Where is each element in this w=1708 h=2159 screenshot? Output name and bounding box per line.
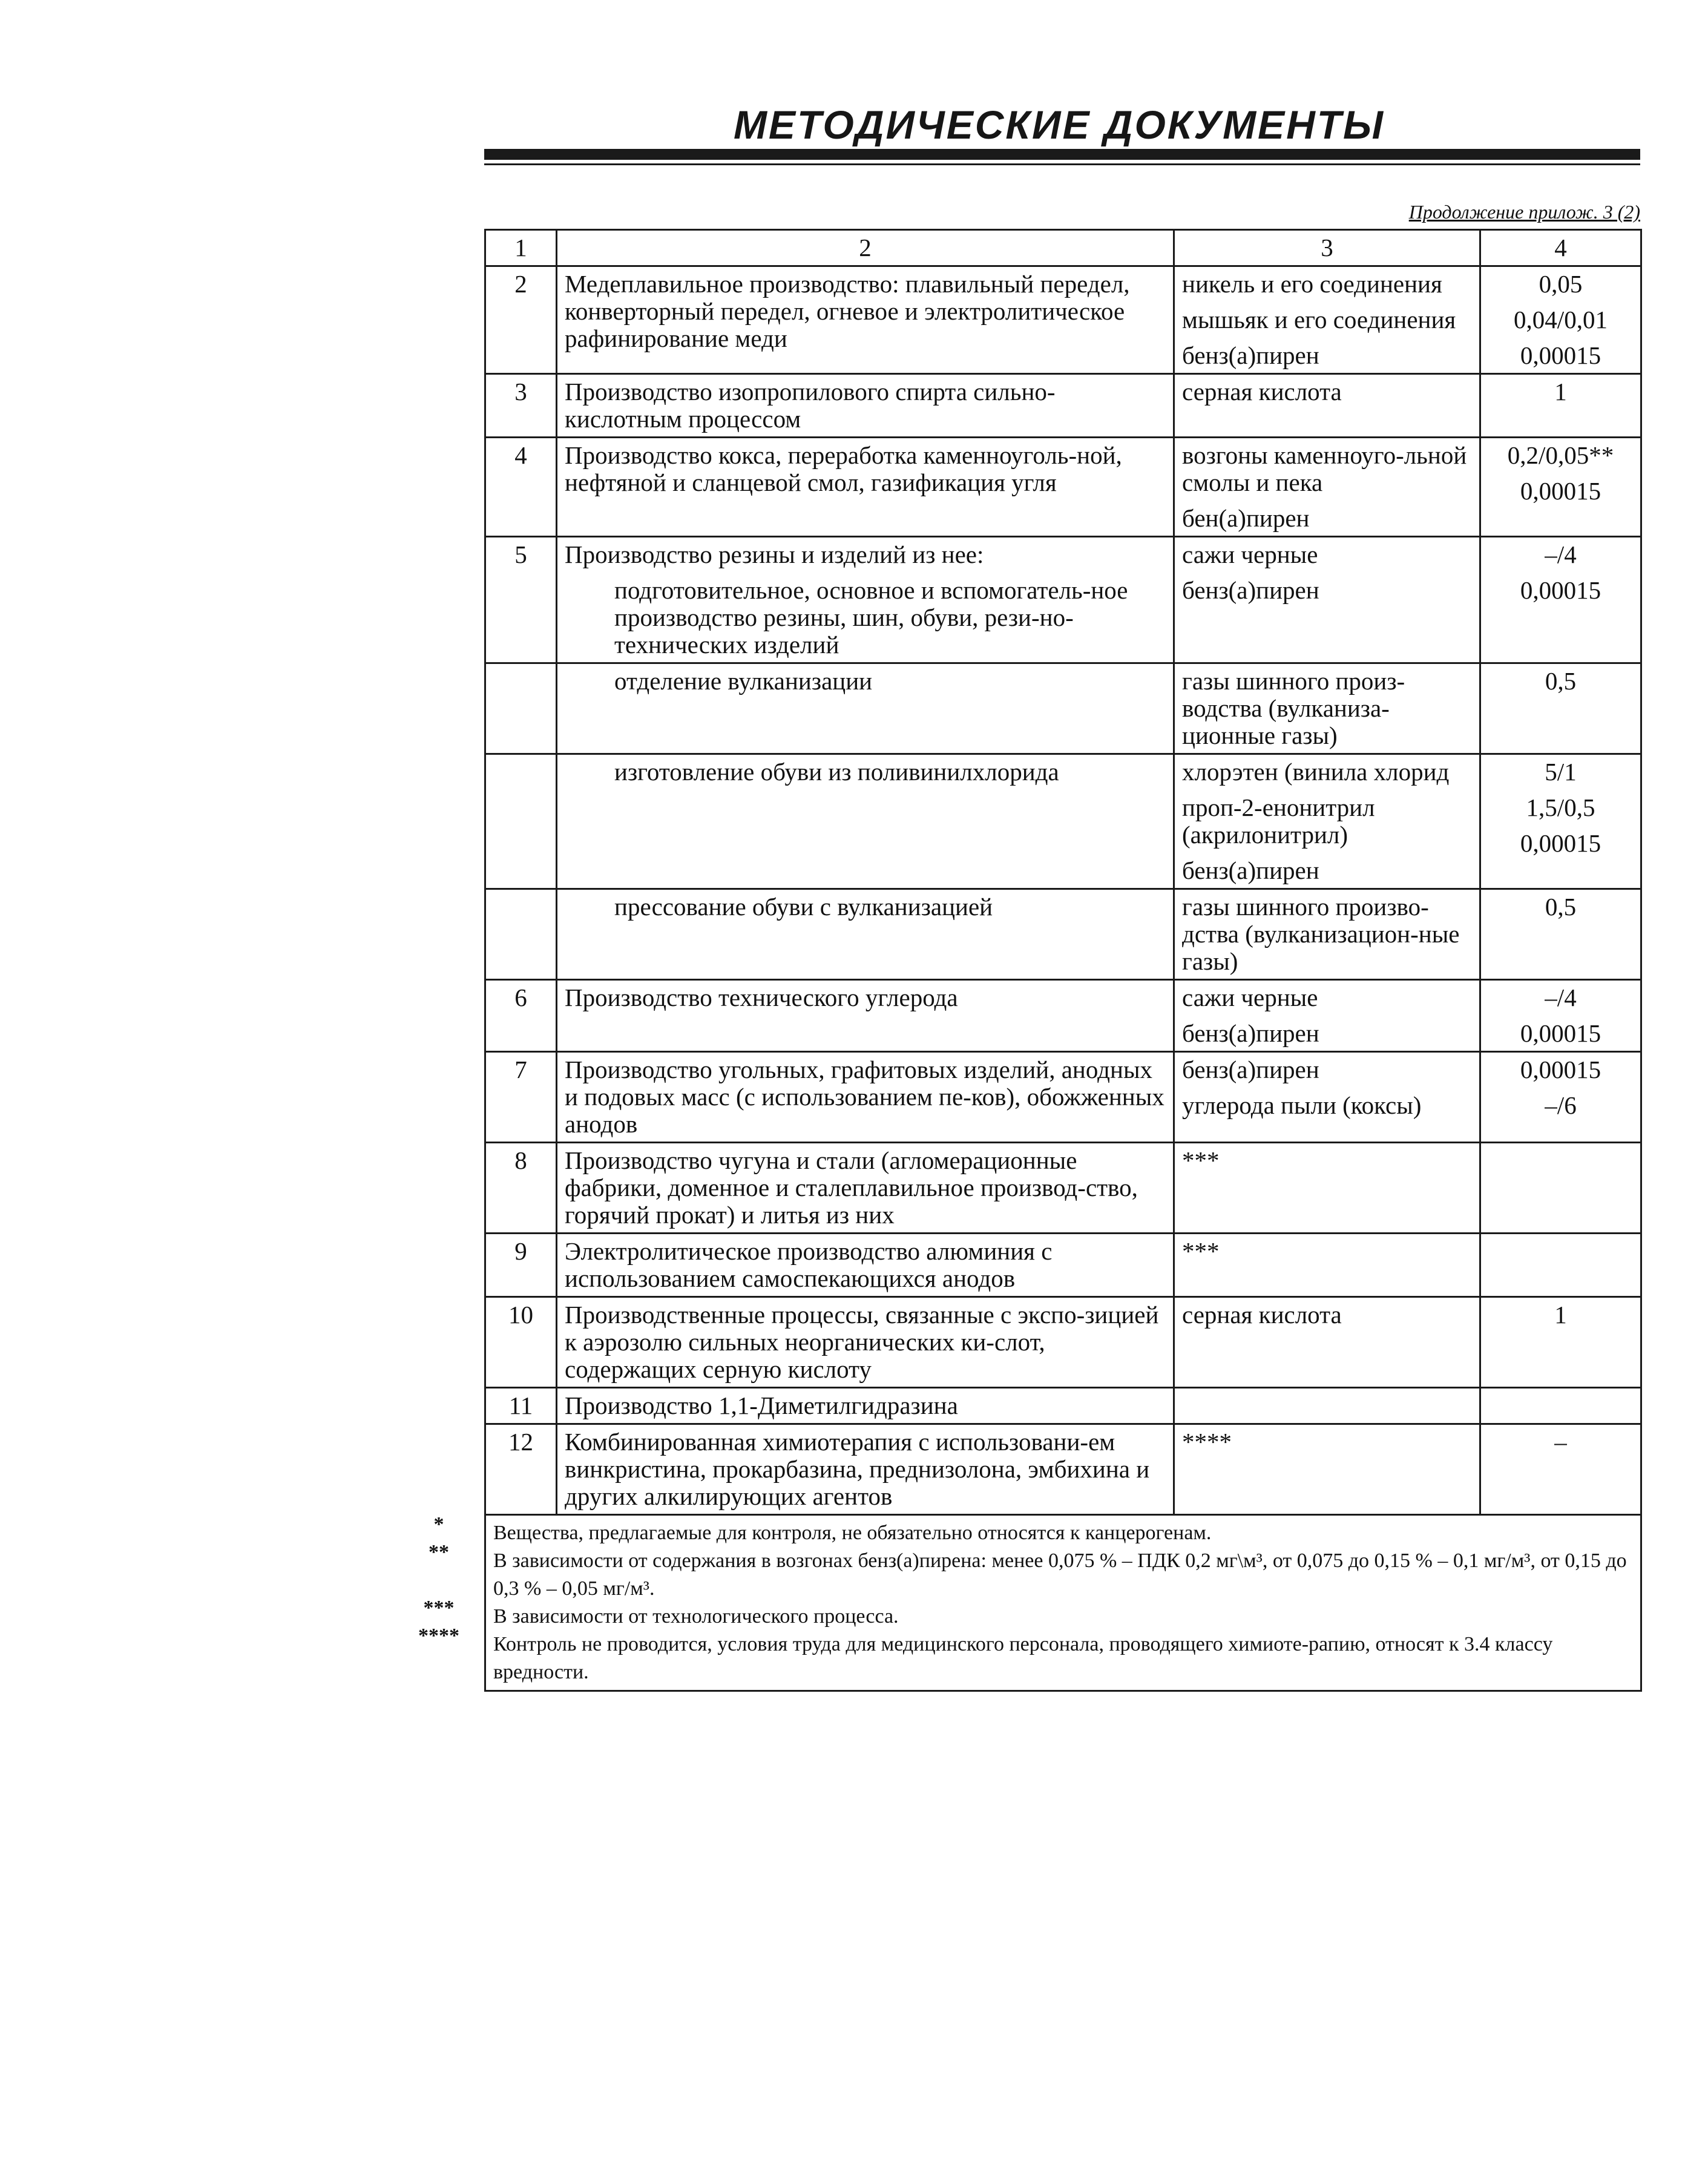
process-name: Электролитическое производство алюминия с использованием самоспекающихся анодов xyxy=(565,1237,1053,1292)
limit-value: 0,00015 xyxy=(1520,477,1601,505)
process-cell xyxy=(557,438,1174,537)
row-number xyxy=(485,754,557,889)
substance-name: бенз(а)пирен xyxy=(1182,1019,1319,1047)
row-number: 10 xyxy=(485,1297,557,1388)
limit-value: 0,00015 xyxy=(1520,829,1601,857)
table-row xyxy=(485,889,1641,980)
limit-value-cell xyxy=(1480,266,1641,374)
process-cell xyxy=(557,663,1174,754)
footnote-text: Контроль не проводится, условия труда для медицинского персонала, проводящего химиоте-рапию, относят к 3.4 классу вредности. xyxy=(493,1633,1553,1683)
limit-value: – xyxy=(1554,1428,1567,1456)
substance-name: никель и его соединения xyxy=(1182,270,1442,298)
limit-value: 1 xyxy=(1554,378,1567,406)
substance-name: мышьяк и его соединения xyxy=(1182,306,1456,334)
process-cell xyxy=(557,1143,1174,1234)
substance-name: бенз(а)пирен xyxy=(1182,1056,1319,1083)
substance-cell xyxy=(1174,266,1480,374)
substance-name: хлорэтен (винила хлорид xyxy=(1182,758,1450,786)
substance-name: серная кислота xyxy=(1182,378,1342,406)
footnote-mark: ** xyxy=(429,1541,449,1563)
row-number xyxy=(485,889,557,980)
limit-value: 0,00015 xyxy=(1520,1056,1601,1083)
limit-value: 0,00015 xyxy=(1520,341,1601,369)
row-number: 5 xyxy=(485,537,557,663)
limit-value-cell xyxy=(1480,980,1641,1052)
limit-value: 5/1 xyxy=(1545,758,1577,786)
substance-name: возгоны каменноуго-льной смолы и пека xyxy=(1182,441,1467,496)
limit-value: –/4 xyxy=(1545,541,1577,568)
process-cell xyxy=(557,1234,1174,1297)
limit-value: 1,5/0,5 xyxy=(1526,794,1595,821)
limit-value: 0,5 xyxy=(1545,893,1577,921)
column-header: 3 xyxy=(1174,230,1480,266)
header-row xyxy=(485,230,1641,266)
process-name: Производство технического углерода xyxy=(565,984,958,1011)
substance-name: *** xyxy=(1182,1237,1220,1265)
table-row xyxy=(485,1143,1641,1234)
row-number: 7 xyxy=(485,1052,557,1143)
substance-cell xyxy=(1174,438,1480,537)
limit-value-cell xyxy=(1480,663,1641,754)
table-row xyxy=(485,754,1641,889)
substance-cell xyxy=(1174,1297,1480,1388)
header-rule xyxy=(484,149,1640,160)
row-number: 11 xyxy=(485,1388,557,1424)
footnote-mark: **** xyxy=(418,1625,459,1647)
process-cell xyxy=(557,266,1174,374)
substance-name: бен(а)пирен xyxy=(1182,504,1310,532)
process-name: Комбинированная химиотерапия с использовани-ем винкристина, прокарбазина, преднизолона, эмбихина и других алкилирующих агентов xyxy=(565,1428,1150,1510)
limit-value-cell xyxy=(1480,889,1641,980)
substance-name: сажи черные xyxy=(1182,541,1318,568)
footnote xyxy=(429,1541,1633,1603)
substance-name: газы шинного произ-водства (вулканиза-ционные газы) xyxy=(1182,667,1405,749)
table-row xyxy=(485,1297,1641,1388)
limit-value-cell xyxy=(1480,1143,1641,1234)
column-header: 2 xyxy=(557,230,1174,266)
process-cell xyxy=(557,374,1174,438)
row-number xyxy=(485,663,557,754)
subprocess-name: отделение вулканизации xyxy=(614,667,873,695)
limit-value: –/4 xyxy=(1545,984,1577,1011)
process-name: Производство 1,1-Диметилгидразина xyxy=(565,1392,958,1419)
substance-cell xyxy=(1174,1424,1480,1515)
process-name: Производство изопропилового спирта сильно-кислотным процессом xyxy=(565,378,1056,433)
footnotes-row xyxy=(485,1515,1641,1691)
subprocess-name: изготовление обуви из поливинилхлорида xyxy=(614,758,1059,786)
substance-cell xyxy=(1174,1234,1480,1297)
table-row xyxy=(485,266,1641,374)
process-name: Производство кокса, переработка каменноуголь-ной, нефтяной и сланцевой смол, газификация угля xyxy=(565,441,1122,496)
substance-cell xyxy=(1174,980,1480,1052)
substance-name: углерода пыли (коксы) xyxy=(1182,1091,1422,1119)
table-row xyxy=(485,438,1641,537)
table-row xyxy=(485,980,1641,1052)
substance-cell xyxy=(1174,374,1480,438)
column-header: 4 xyxy=(1480,230,1641,266)
footnote xyxy=(418,1625,1633,1686)
limit-value: 1 xyxy=(1554,1301,1567,1329)
process-cell xyxy=(557,754,1174,889)
row-number: 3 xyxy=(485,374,557,438)
limit-value-cell xyxy=(1480,537,1641,663)
row-number: 4 xyxy=(485,438,557,537)
process-cell xyxy=(557,1052,1174,1143)
footnote xyxy=(423,1597,1633,1631)
limit-value-cell xyxy=(1480,1052,1641,1143)
limit-value: 0,00015 xyxy=(1520,1019,1601,1047)
header-rule-thin xyxy=(484,163,1640,165)
substance-name: проп-2-енонитрил (акрилонитрил) xyxy=(1182,794,1375,849)
substance-cell xyxy=(1174,1143,1480,1234)
process-cell xyxy=(557,537,1174,663)
limit-value-cell xyxy=(1480,1234,1641,1297)
limit-value: –/6 xyxy=(1545,1091,1577,1119)
limit-value-cell xyxy=(1480,438,1641,537)
footnote xyxy=(433,1513,1633,1547)
substance-cell xyxy=(1174,1052,1480,1143)
row-number: 8 xyxy=(485,1143,557,1234)
table-row xyxy=(485,374,1641,438)
page-header-title: МЕТОДИЧЕСКИЕ ДОКУМЕНТЫ xyxy=(733,102,1385,147)
limit-value-cell xyxy=(1480,754,1641,889)
substance-name: *** xyxy=(1182,1146,1220,1174)
limit-value: 0,5 xyxy=(1545,667,1577,695)
subprocess-name: подготовительное, основное и вспомогатель-ное производство резины, шин, обуви, рези-но-технических изделий xyxy=(614,576,1128,659)
row-number: 6 xyxy=(485,980,557,1052)
continuation-label: Продолжение прилож. 3 (2) xyxy=(1408,201,1640,223)
substance-name: бенз(а)пирен xyxy=(1182,856,1319,884)
row-number: 9 xyxy=(485,1234,557,1297)
process-name: Медеплавильное производство: плавильный передел, конверторный передел, огневое и электролитическое рафинирование меди xyxy=(565,270,1130,352)
table-row xyxy=(485,663,1641,754)
limit-value: 0,04/0,01 xyxy=(1514,306,1608,334)
process-name: Производственные процессы, связанные с экспо-зицией к аэрозолю сильных неорганических ки-слот, содержащих серную кислоту xyxy=(565,1301,1159,1383)
footnote-text: В зависимости от содержания в возгонах бенз(а)пирена: менее 0,075 % – ПДК 0,2 мг\м³, от 0,075 до 0,15 % – 0,1 мг/м³, от 0,15 до 0,3 % – 0,05 мг/м³. xyxy=(493,1549,1627,1600)
substance-name: **** xyxy=(1182,1428,1232,1456)
table-row xyxy=(485,1052,1641,1143)
footnote-mark: *** xyxy=(423,1597,455,1619)
substance-name: газы шинного произво-дства (вулканизацион-ные газы) xyxy=(1182,893,1460,975)
process-cell xyxy=(557,980,1174,1052)
substance-cell xyxy=(1174,1388,1480,1424)
footnotes-cell xyxy=(418,1513,1641,1691)
limit-value: 0,00015 xyxy=(1520,576,1601,604)
footnote-text: В зависимости от технологического процесса. xyxy=(493,1605,899,1628)
footnote-mark: * xyxy=(433,1513,444,1536)
substance-name: бенз(а)пирен xyxy=(1182,341,1319,369)
process-name: Производство резины и изделий из нее: xyxy=(565,541,984,568)
substance-cell xyxy=(1174,889,1480,980)
process-name: Производство чугуна и стали (агломерационные фабрики, доменное и сталеплавильное производ-ство, горячий прокат) и литья из них xyxy=(565,1146,1138,1229)
limit-value-cell xyxy=(1480,374,1641,438)
substance-cell xyxy=(1174,537,1480,663)
row-number: 12 xyxy=(485,1424,557,1515)
row-number: 2 xyxy=(485,266,557,374)
process-cell xyxy=(557,889,1174,980)
column-header: 1 xyxy=(485,230,557,266)
substance-name: серная кислота xyxy=(1182,1301,1342,1329)
footnote-text: Вещества, предлагаемые для контроля, не обязательно относятся к канцерогенам. xyxy=(493,1522,1212,1544)
limit-value: 0,2/0,05** xyxy=(1507,441,1614,469)
limit-value: 0,05 xyxy=(1539,270,1583,298)
process-cell xyxy=(557,1424,1174,1515)
substance-cell xyxy=(1174,663,1480,754)
table-row xyxy=(485,1388,1641,1424)
table-row xyxy=(485,1424,1641,1515)
table-row xyxy=(485,537,1641,663)
process-cell xyxy=(557,1388,1174,1424)
substance-name: сажи черные xyxy=(1182,984,1318,1011)
table-row xyxy=(485,1234,1641,1297)
limit-value-cell xyxy=(1480,1297,1641,1388)
limit-value-cell xyxy=(1480,1388,1641,1424)
substance-name: бенз(а)пирен xyxy=(1182,576,1319,604)
substance-cell xyxy=(1174,754,1480,889)
subprocess-name: прессование обуви с вулканизацией xyxy=(614,893,993,921)
process-name: Производство угольных, графитовых изделий, анодных и подовых масс (с использованием пе-ков), обожженных анодов xyxy=(565,1056,1164,1138)
limit-value-cell xyxy=(1480,1424,1641,1515)
process-cell xyxy=(557,1297,1174,1388)
appendix-table xyxy=(418,229,1642,1692)
